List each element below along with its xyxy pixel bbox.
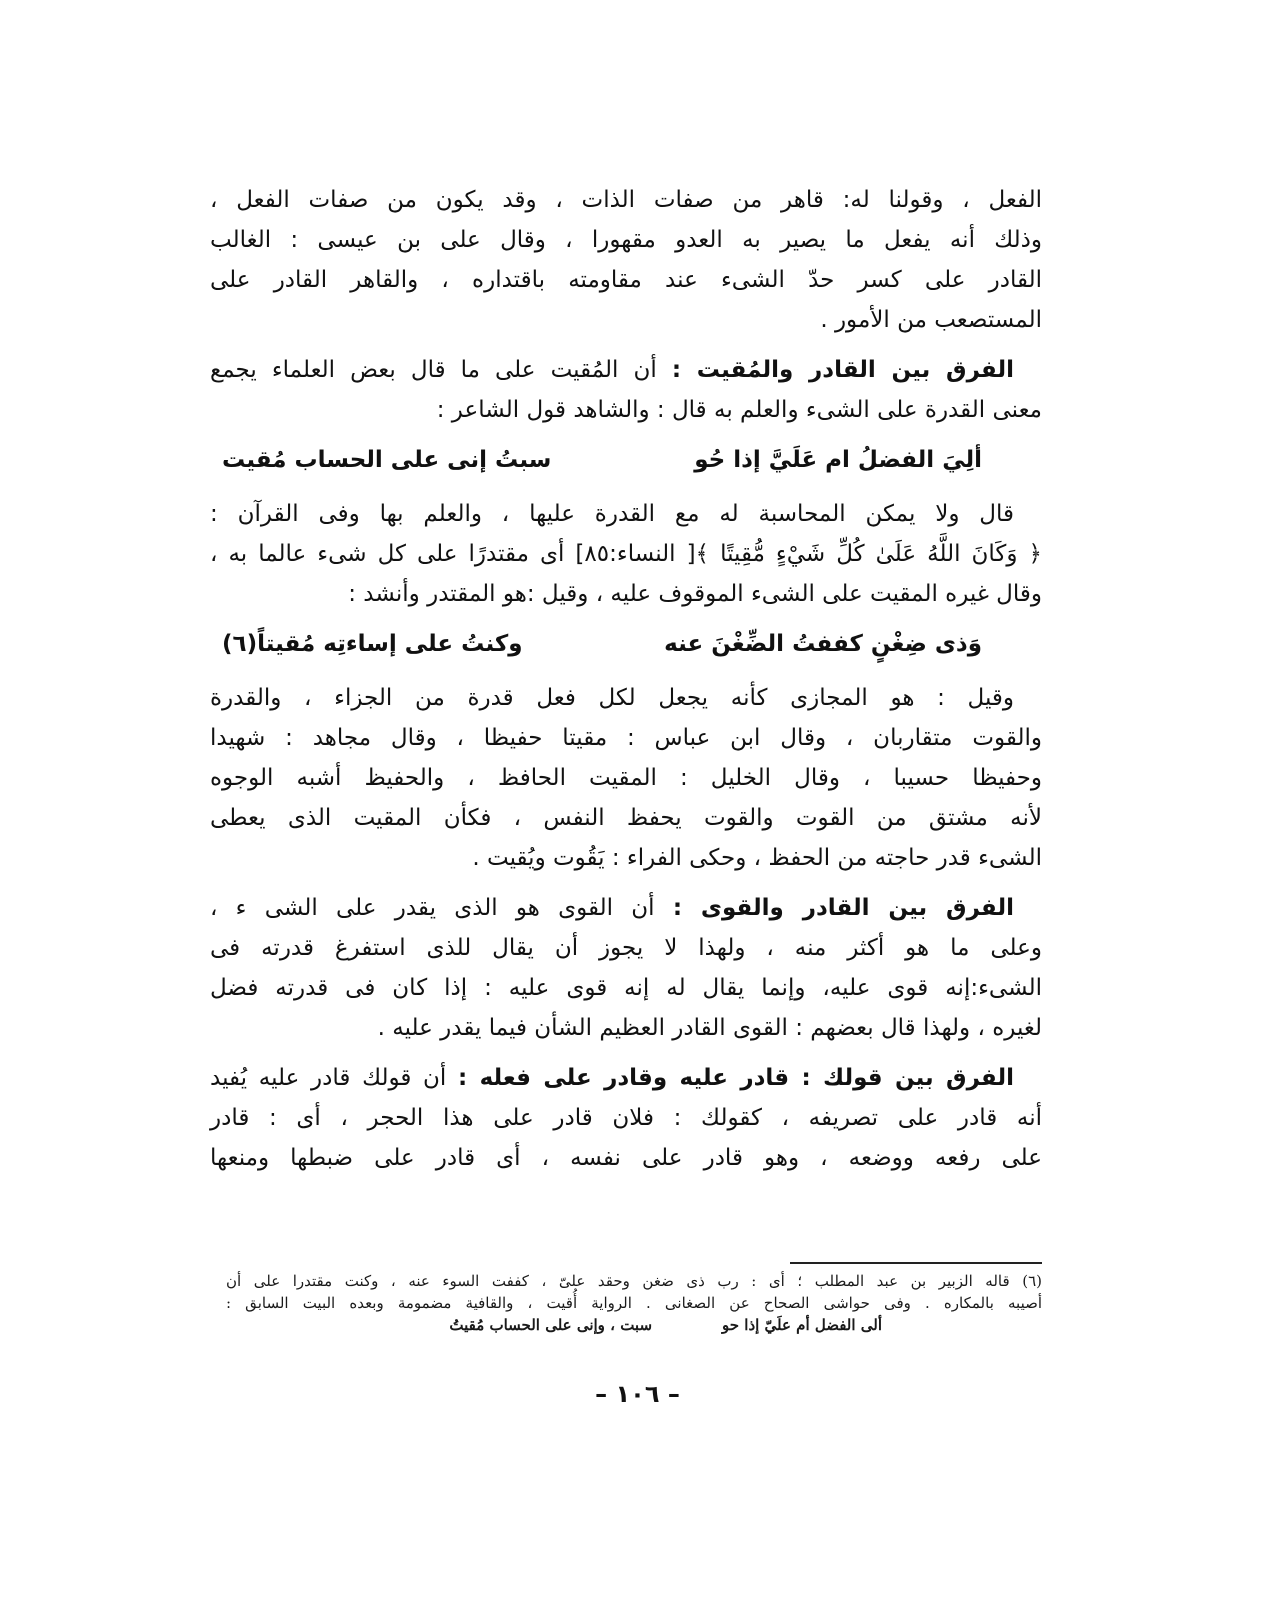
paragraph-qadir-muqit — [210, 350, 1042, 430]
text-line: وقيل : هو المجازى كأنه يجعل لكل فعل قدرة من الجزاء ، والقدرة — [210, 685, 1014, 711]
verse-first-hemistich: ألى الفضل أم علَيّ إذا حو — [722, 1316, 882, 1334]
text-line: الشىء:إنه قوى عليه، وإنما يقال له إنه قوى عليه : إذا كان فى قدرته فضل — [210, 975, 1042, 1001]
verse-first-hemistich: ألِيَ الفضلُ ام عَلَيَّ إذا حُو — [694, 447, 982, 473]
text-line — [210, 350, 1042, 390]
poetry-verse-1 — [222, 440, 982, 480]
paragraph-1 — [210, 180, 1042, 340]
text-line: وحفيظا حسيبا ، وقال الخليل : المقيت الحافظ ، والحفيظ أشبه الوجوه — [210, 765, 1042, 791]
text-line: والقوت متقاربان ، وقال ابن عباس : مقيتا حفيظا ، وقال مجاهد : شهيدا — [210, 725, 1042, 751]
text-line: الفعل ، وقولنا له: قاهر من صفات الذات ، وقد يكون من صفات الفعل ، — [210, 187, 1042, 213]
section-heading: الفرق بين القادر والمُقيت : — [671, 357, 1014, 383]
page-number: – ١٠٦ – — [595, 1380, 680, 1408]
paragraph-qadir-alayh — [210, 1058, 1042, 1178]
verse-second-hemistich: سبت ، وإنى على الحساب مُقيتُ — [449, 1316, 653, 1334]
footnote-verse — [226, 1314, 1042, 1336]
footnote-divider — [790, 1262, 1042, 1264]
text-line: ﴿ وَكَانَ اللَّهُ عَلَىٰ كُلِّ شَيْءٍ مُّقِيتًا ﴾[ النساء:٨٥] أى مقتدرًا على كل شىء عالما به ، — [210, 541, 1042, 567]
verse-first-hemistich: وَذى ضِغْنٍ كففتُ الضِّغْنَ عنه — [664, 631, 982, 657]
page-body — [210, 180, 1042, 1188]
footnote-6 — [226, 1270, 1042, 1336]
section-heading: الفرق بين قولك : قادر عليه وقادر على فعله : — [458, 1065, 1014, 1091]
text-line: على رفعه ووضعه ، وهو قادر على نفسه ، أى قادر على ضبطها ومنعها — [210, 1145, 1042, 1171]
text-line: وذلك أنه يفعل ما يصير به العدو مقهورا ، وقال على بن عيسى : الغالب — [210, 227, 1042, 253]
poetry-verse-2 — [222, 624, 982, 664]
text-span: أن القوى هو الذى يقدر على الشى ء ، — [210, 895, 655, 921]
text-line: وعلى ما هو أكثر منه ، ولهذا لا يجوز أن يقال للذى استفرغ قدرته فى — [210, 935, 1042, 961]
verse-second-hemistich: سبتُ إنى على الحساب مُقيت — [222, 447, 552, 473]
text-line: لغيره ، ولهذا قال بعضهم : القوى القادر العظيم الشأن فيما يقدر عليه . — [377, 1015, 1042, 1041]
text-line: قال ولا يمكن المحاسبة له مع القدرة عليها ، والعلم بها وفى القرآن : — [210, 501, 1014, 527]
text-span: أن المُقيت على ما قال بعض العلماء يجمع — [210, 357, 657, 383]
text-line: لأنه مشتق من القوت والقوت يحفظ النفس ، فكأن المقيت الذى يعطى — [210, 805, 1042, 831]
verse-second-hemistich: وكنتُ على إساءتِه مُقيتاً(٦) — [222, 631, 523, 657]
paragraph-3 — [210, 494, 1042, 614]
footnote-line: (٦) قاله الزبير بن عبد المطلب ؛ أى : رب ذى ضغن وحقد علىّ ، كففت السوء عنه ، وكنت مقتدرا على أن — [226, 1272, 1042, 1290]
text-line: المستصعب من الأمور . — [820, 307, 1042, 333]
paragraph-4 — [210, 678, 1042, 878]
text-line: الشىء قدر حاجته من الحفظ ، وحكى الفراء : يَقُوت ويُقيت . — [472, 845, 1042, 871]
text-line — [210, 1058, 1042, 1098]
text-line: وقال غيره المقيت على الشىء الموقوف عليه ، وقيل :هو المقتدر وأنشد : — [348, 581, 1042, 607]
paragraph-qadir-qawi — [210, 888, 1042, 1048]
text-line: أنه قادر على تصريفه ، كقولك : فلان قادر على هذا الحجر ، أى : قادر — [210, 1105, 1042, 1131]
text-line — [210, 888, 1042, 928]
text-line: معنى القدرة على الشىء والعلم به قال : والشاهد قول الشاعر : — [436, 397, 1042, 423]
section-heading: الفرق بين القادر والقوى : — [672, 895, 1015, 921]
text-span: أن قولك قادر عليه يُفيد — [210, 1065, 447, 1091]
text-line: القادر على كسر حدّ الشىء عند مقاومته باقتداره ، والقاهر القادر على — [210, 267, 1042, 293]
footnote-line: أصيبه بالمكاره . وفى حواشى الصحاح عن الصغانى . الرواية أُقيت ، والقافية مضمومة وبعده البيت السابق : — [226, 1294, 1042, 1312]
